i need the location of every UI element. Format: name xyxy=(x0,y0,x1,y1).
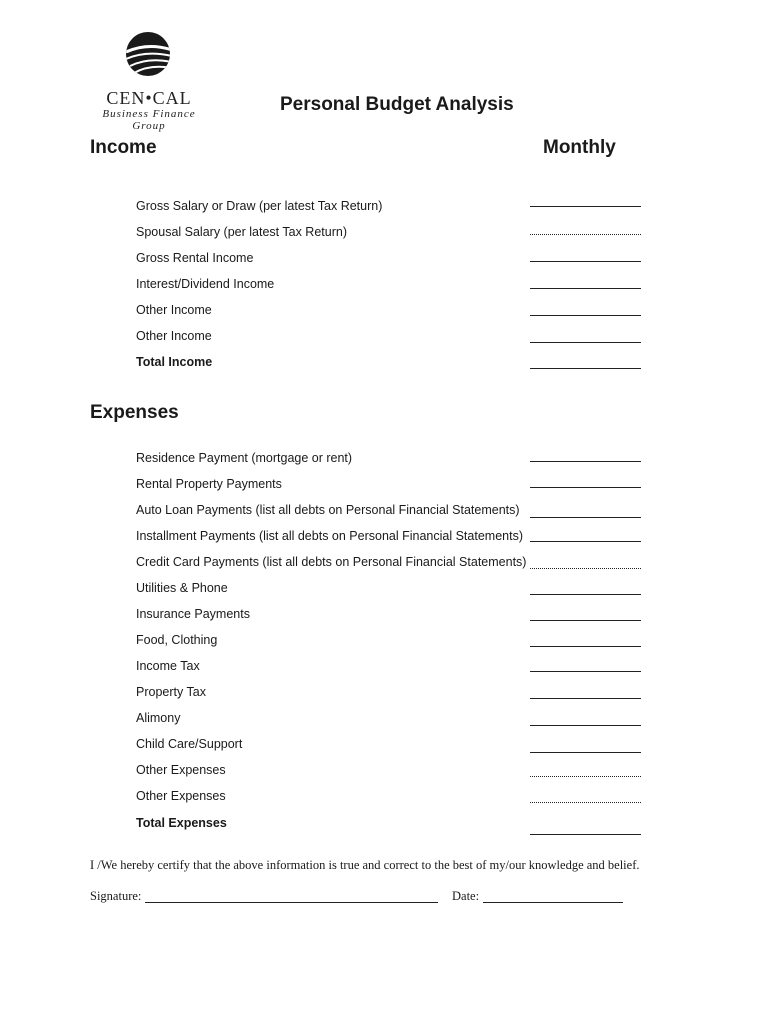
expense-amount-field[interactable] xyxy=(530,671,641,672)
income-amount-field[interactable] xyxy=(530,315,641,316)
expense-row-label: Installment Payments (list all debts on Personal Financial Statements) xyxy=(136,529,523,543)
income-row-label: Gross Salary or Draw (per latest Tax Return) xyxy=(136,199,383,213)
logo-name: CEN•CAL xyxy=(106,88,192,108)
income-amount-field[interactable] xyxy=(530,206,641,207)
income-amount-field[interactable] xyxy=(530,261,641,262)
date-field[interactable] xyxy=(483,902,623,903)
expense-row-label: Auto Loan Payments (list all debts on Personal Financial Statements) xyxy=(136,503,520,517)
monthly-column-heading: Monthly xyxy=(543,137,616,158)
expense-amount-field[interactable] xyxy=(530,517,641,518)
expense-row-label: Credit Card Payments (list all debts on Personal Financial Statements) xyxy=(136,555,527,569)
page-title: Personal Budget Analysis xyxy=(280,94,514,115)
expense-amount-field[interactable] xyxy=(530,594,641,595)
income-amount-field[interactable] xyxy=(530,342,641,343)
expense-row-label: Insurance Payments xyxy=(136,607,250,621)
signature-label: Signature: xyxy=(90,889,142,903)
expense-row-label: Other Expenses xyxy=(136,789,226,803)
expense-amount-field[interactable] xyxy=(530,802,641,803)
expense-amount-field[interactable] xyxy=(530,776,641,777)
expense-amount-field[interactable] xyxy=(530,698,641,699)
expense-amount-field[interactable] xyxy=(530,620,641,621)
expense-amount-field[interactable] xyxy=(530,646,641,647)
expense-row-label: Residence Payment (mortgage or rent) xyxy=(136,451,353,465)
expense-amount-field[interactable] xyxy=(530,487,641,488)
income-row-label: Other Income xyxy=(136,303,212,317)
expense-amount-field[interactable] xyxy=(530,461,641,462)
expense-row-label: Alimony xyxy=(136,711,181,725)
sunrise-emblem-icon xyxy=(122,28,174,86)
certification-statement: I /We hereby certify that the above information is true and correct to the best of my/our knowledge and belief. xyxy=(90,858,640,872)
income-heading: Income xyxy=(90,137,157,158)
expense-row-label: Other Expenses xyxy=(136,763,226,777)
income-row-label: Spousal Salary (per latest Tax Return) xyxy=(136,225,347,239)
expense-row-label: Child Care/Support xyxy=(136,737,243,751)
expense-row-label: Food, Clothing xyxy=(136,633,218,647)
expense-amount-field[interactable] xyxy=(530,568,641,569)
total-expenses-label: Total Expenses xyxy=(136,816,227,830)
expense-amount-field[interactable] xyxy=(530,725,641,726)
total-expenses-field[interactable] xyxy=(530,834,641,835)
expense-amount-field[interactable] xyxy=(530,752,641,753)
expense-row-label: Income Tax xyxy=(136,659,200,673)
expense-amount-field[interactable] xyxy=(530,541,641,542)
expense-row-label: Property Tax xyxy=(136,685,206,699)
income-amount-field[interactable] xyxy=(530,288,641,289)
expense-row-label: Rental Property Payments xyxy=(136,477,282,491)
expenses-heading: Expenses xyxy=(90,402,179,423)
total-income-label: Total Income xyxy=(136,355,213,369)
income-amount-field[interactable] xyxy=(530,234,641,235)
income-row-label: Interest/Dividend Income xyxy=(136,277,275,291)
logo-tagline: Business Finance Group xyxy=(102,108,196,132)
signature-field[interactable] xyxy=(145,902,438,903)
date-label: Date: xyxy=(452,889,480,903)
expense-row-label: Utilities & Phone xyxy=(136,581,228,595)
income-row-label: Gross Rental Income xyxy=(136,251,254,265)
total-income-field[interactable] xyxy=(530,368,641,369)
income-row-label: Other Income xyxy=(136,329,212,343)
company-logo xyxy=(84,28,214,132)
